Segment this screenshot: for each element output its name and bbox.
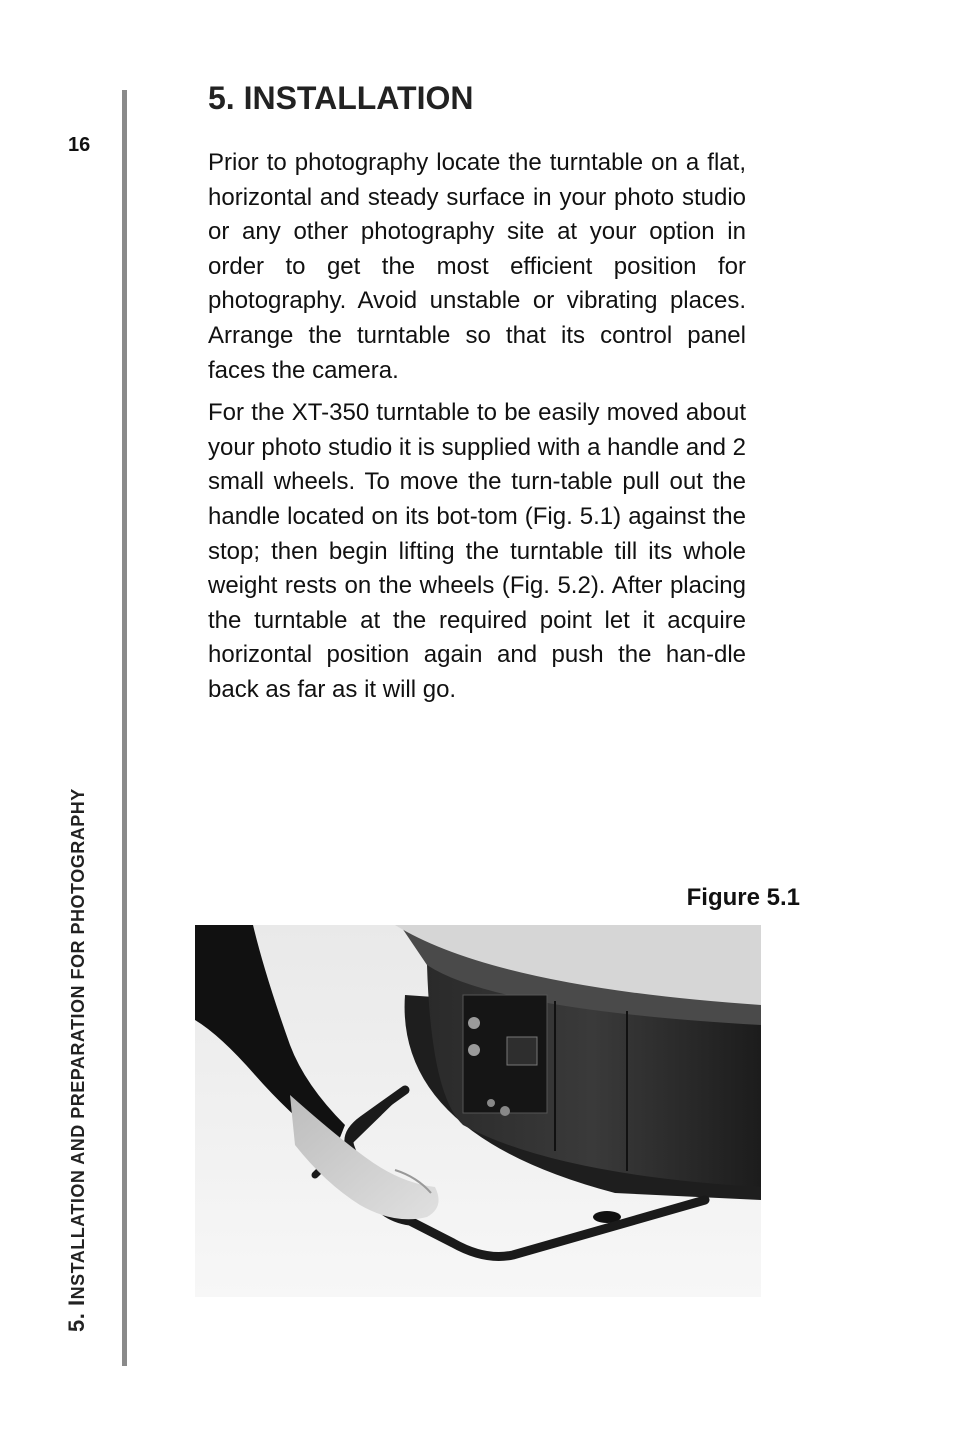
section-heading: 5. INSTALLATION bbox=[208, 80, 474, 116]
figure-photo bbox=[195, 925, 761, 1297]
page-number: 16 bbox=[68, 134, 91, 156]
running-title-rest: NSTALLATION AND PREPARATION FOR PHOTOGRAPHY bbox=[68, 788, 88, 1300]
running-title-lead: 5. I bbox=[64, 1299, 89, 1332]
body-paragraph: Prior to photography locate the turntable on a flat, horizontal and steady surface in your photo studio or any other photography site at your option in order to get the most efficient position for photography. Avoid unstable or vibrating places. Arrange the turntable so that its control panel faces the camera. bbox=[208, 149, 746, 384]
figure-caption: Figure 5.1 bbox=[686, 884, 800, 911]
running-section-title bbox=[64, 732, 90, 1332]
section-body bbox=[208, 146, 746, 716]
margin-rule bbox=[122, 90, 127, 1366]
body-paragraph: For the XT-350 turntable to be easily moved about your photo studio it is supplied with a handle and 2 small wheels. To move the turn-table pull out the handle located on its bot-tom (Fig. 5.1) against the stop; then begin lifting the turntable till its whole weight rests on the wheels (Fig. 5.2). After placing the turntable at the required point let it acquire horizontal position again and push the han-dle back as far as it will go. bbox=[208, 399, 746, 703]
